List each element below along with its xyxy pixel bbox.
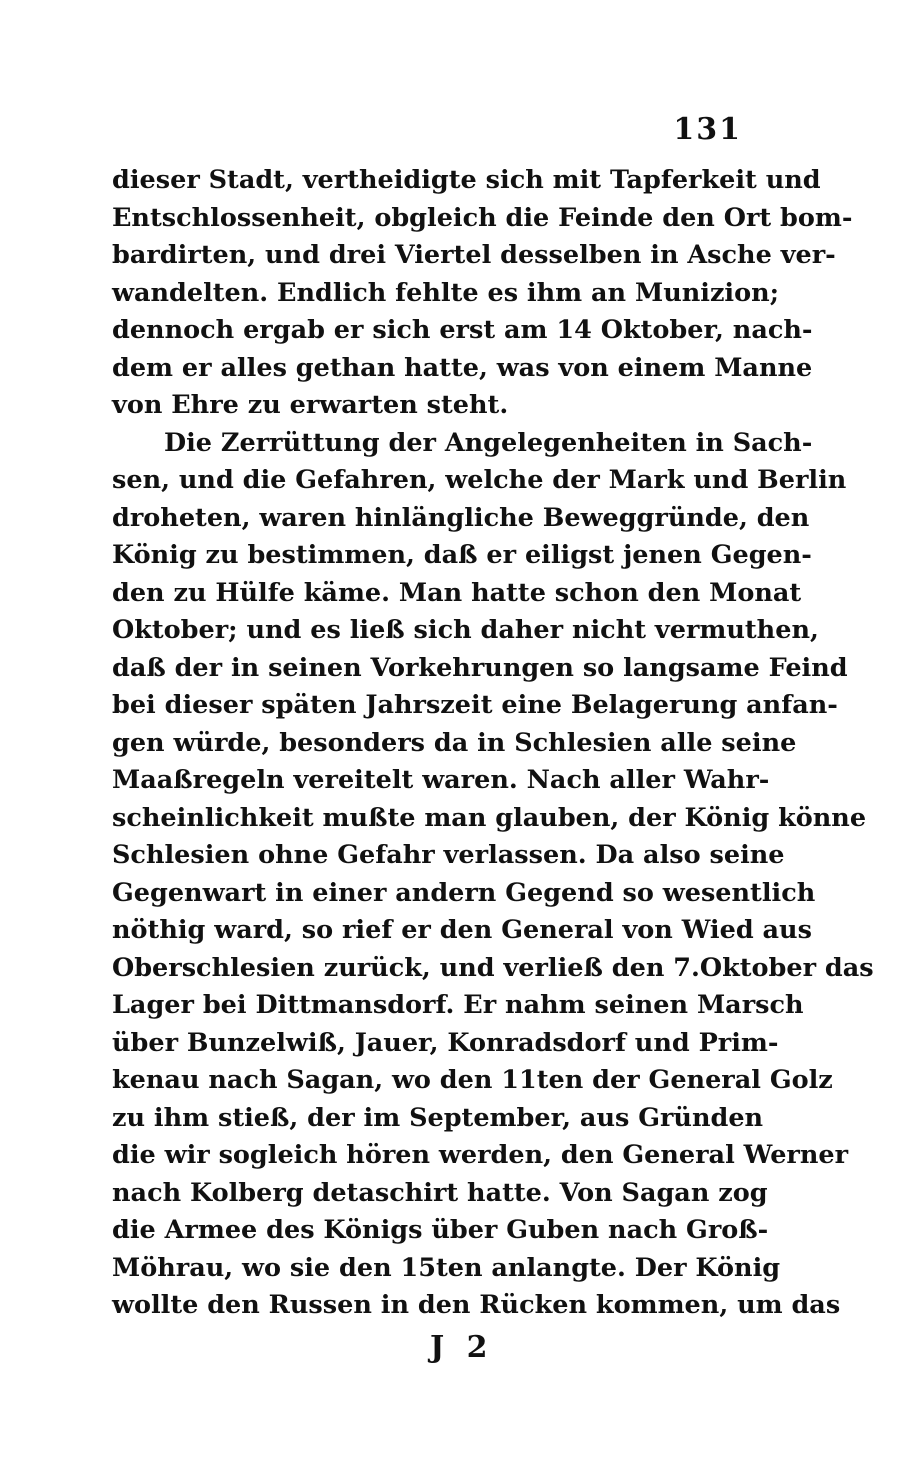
text-line: Oberschlesien zurück, und verließ den 7.Oktober das (112, 952, 874, 983)
paragraph-2 (112, 425, 874, 1325)
text-line: nach Kolberg detaschirt hatte. Von Sagan zog (112, 1177, 768, 1208)
text-line: bardirten, und drei Viertel desselben in Asche ver- (112, 240, 836, 270)
text-line: Möhrau, wo sie den 15ten anlangte. Der König (112, 1252, 781, 1283)
text-line: Oktober; und es ließ sich daher nicht vermuthen, (112, 615, 819, 645)
text-line: kenau nach Sagan, wo den 11ten der General Golz (112, 1065, 833, 1095)
text-line: scheinlichkeit mußte man glauben, der König könne (112, 802, 867, 833)
text-line: dennoch ergab er sich erst am 14 Oktober, nach- (112, 315, 813, 345)
text-line: die Armee des Königs über Guben nach Groß- (112, 1215, 769, 1245)
signature-mark: J 2 (430, 1330, 494, 1365)
text-line: Maaßregeln vereitelt waren. Nach aller Wahr- (112, 765, 770, 795)
text-line: Gegenwart in einer andern Gegend so wesentlich (112, 877, 816, 908)
text-line: wandelten. Endlich fehlte es ihm an Munizion; (112, 277, 780, 308)
text-line: Die Zerrüttung der Angelegenheiten in Sach- (164, 427, 813, 458)
body-text (112, 162, 874, 1325)
text-line: über Bunzelwiß, Jauer, Konradsdorf und Prim- (112, 1027, 779, 1058)
text-line: Schlesien ohne Gefahr verlassen. Da also seine (112, 840, 785, 870)
text-line: droheten, waren hinlängliche Beweggründe, den (112, 502, 810, 533)
paragraph-1 (112, 162, 853, 425)
text-line: daß der in seinen Vorkehrungen so langsame Feind (112, 652, 848, 683)
text-line: gen würde, besonders da in Schlesien alle seine (112, 727, 797, 758)
text-line: dieser Stadt, vertheidigte sich mit Tapferkeit und (112, 165, 821, 195)
text-line: dem er alles gethan hatte, was von einem Manne (112, 352, 813, 383)
text-line: bei dieser späten Jahrszeit eine Belagerung anfan- (112, 690, 838, 720)
text-line: die wir sogleich hören werden, den General Werner (112, 1140, 849, 1170)
text-line: wollte den Russen in den Rücken kommen, um das (112, 1290, 841, 1320)
text-line: den zu Hülfe käme. Man hatte schon den Monat (112, 577, 802, 608)
text-line: zu ihm stieß, der im September, aus Gründen (112, 1102, 764, 1133)
text-line: Lager bei Dittmansdorf. Er nahm seinen Marsch (112, 990, 804, 1020)
text-line: von Ehre zu erwarten steht. (112, 390, 509, 420)
text-line: König zu bestimmen, daß er eiligst jenen Gegen- (112, 540, 812, 570)
text-line: sen, und die Gefahren, welche der Mark und Berlin (112, 465, 847, 495)
text-line: nöthig ward, so rief er den General von Wied aus (112, 915, 812, 945)
page-number: 131 (673, 112, 742, 147)
text-line: Entschlossenheit, obgleich die Feinde den Ort bom- (112, 202, 853, 233)
